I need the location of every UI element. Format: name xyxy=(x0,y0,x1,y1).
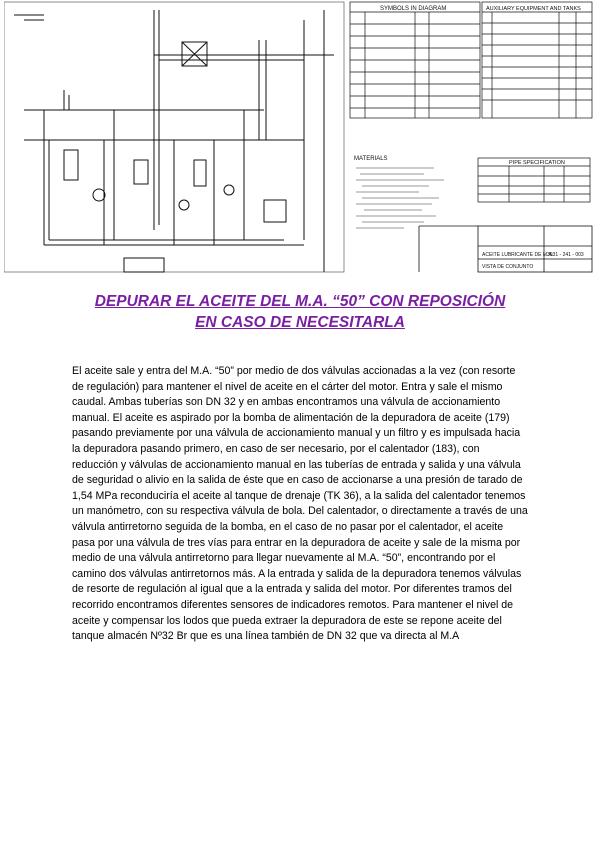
piping-diagram xyxy=(4,0,596,274)
body-paragraph: El aceite sale y entra del M.A. “50” por medio de dos válvulas accionadas a la vez (con resorte de regulación) para mantener el nivel de aceite en el cárter del motor. Entra y sale el mismo caudal. Ambas tuberías son DN 32 y en ambas encontramos una válvula de accionamiento manual. El aceite es aspirado por la bomba de alimentación de la depuradora de aceite (179) pasando previamente por una válvula de accionamiento manual y un filtro y es impulsada hacia la depuradora pasando primero, en caso de ser necesario, por el calentador (183), con reducción y válvulas de accionamiento manual en las tuberías de entrada y salida y una válvula de seguridad o alivio en la salida de éste que en caso de accionarse a una presión de tarado de 1,54 MPa reconduciría el aceite al tanque de drenaje (TK 36), a la salida del calentador tenemos un manómetro, con su respectiva válvula de bola. Del calentador, o directamente a través de una válvula antirretorno seguida de la bomba, en el caso de no pasar por el calentador, el aceite pasa por una válvula de tres vías para entrar en la depuradora de aceite y sale de la misma por medio de una válvula antirretorno para llegar nuevamente al M.A. “50”, encontrando por el camino dos válvulas antirretornos más. A la entrada y salida de la depuradora tenemos válvulas de resorte de regulación al igual que a la entrada y salida del motor. Por diferentes tramos del recorrido encontramos diferentes sensores de indicadores remotos. Para mantener el nivel de aceite y compensar los lodos que pueda extraer la depuradora de este se repone aceite del tanque almacén Nº32 Br que es una línea también de DN 32 que va directa al M.A xyxy=(72,365,528,643)
piping-diagram-svg xyxy=(4,0,596,274)
symbols-table-header: SYMBOLS IN DIAGRAM xyxy=(380,6,447,12)
equipment-table-header: AUXILIARY EQUIPMENT AND TANKS xyxy=(486,6,581,12)
materials-header: MATERIALS xyxy=(354,156,388,162)
equipment-table xyxy=(482,2,592,118)
document-title-line1: DEPURAR EL ACEITE DEL M.A. “50” CON REPOSICIÓN xyxy=(94,293,506,310)
symbols-table xyxy=(350,2,480,118)
materials-notes xyxy=(354,156,444,228)
schematic-lines xyxy=(4,2,344,272)
document-title xyxy=(40,291,560,333)
title-block-line1: ACEITE LUBRICANTE DE M.A. xyxy=(482,252,554,258)
pipe-spec-header: PIPE SPECIFICATION xyxy=(509,160,565,166)
title-block-ref: 3931 - 241 - 003 xyxy=(547,252,584,258)
document-title-line2: EN CASO DE NECESITARLA xyxy=(195,314,405,331)
title-block-line2: VISTA DE CONJUNTO xyxy=(482,264,534,270)
